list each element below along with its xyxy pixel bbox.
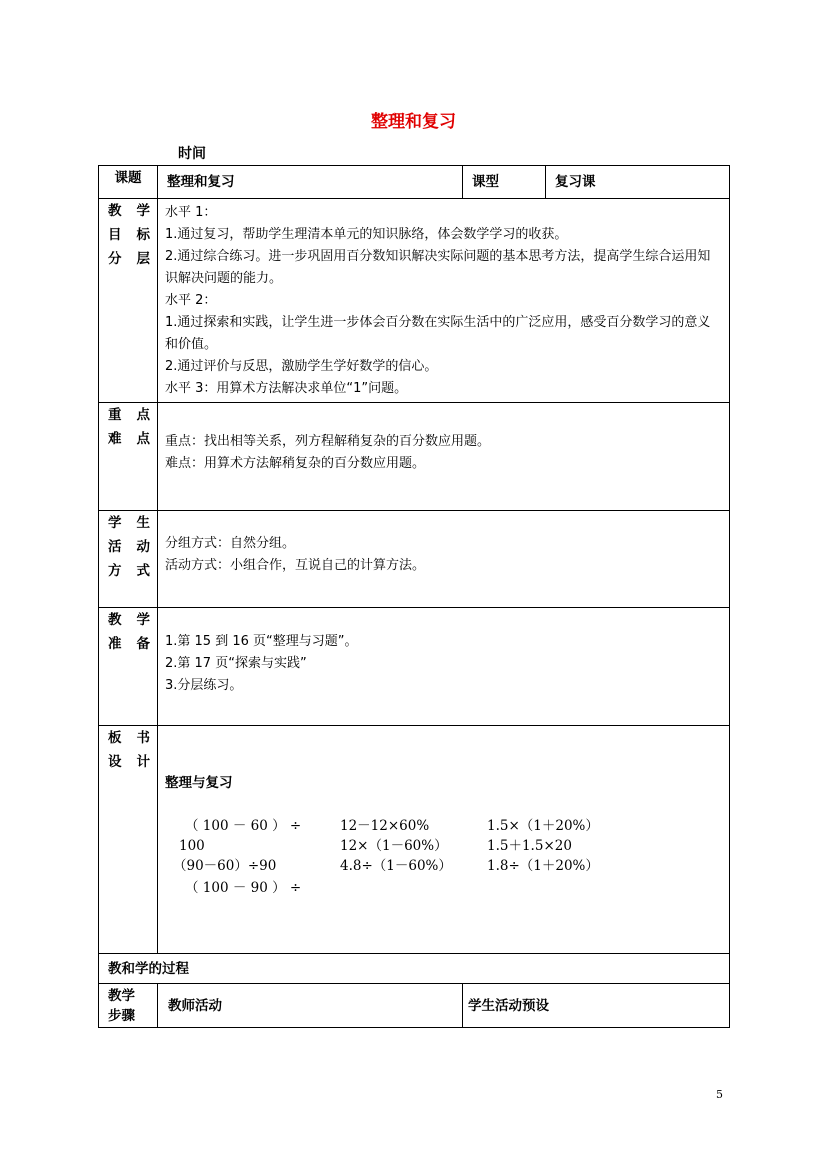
topic-label-cell [99,166,158,199]
process-label: 教和学的过程 [108,960,189,977]
board-label-cell [99,726,158,954]
board-label-char: 书 [136,730,151,746]
board-heading: 整理与复习 [165,775,233,791]
goals-label-char: 目 [108,227,127,243]
goals-line: 水平 3：用算术方法解决求单位“1”问题。 [165,381,408,396]
prep-line: 3.分层练习。 [165,677,243,693]
goals-line: 水平 1： [165,205,217,220]
topic-value: 整理和复习 [167,174,235,190]
lesson-plan-table [98,165,730,1028]
activity-label-char: 动 [136,539,151,555]
key-points-label-line: 难点 [108,431,150,447]
step-label-cell [99,984,158,1028]
topic-label: 课题 [114,170,142,186]
board-formula: 12×（1－60%） [340,838,448,854]
goals-content-cell [158,199,730,403]
page-number: 5 [716,1088,723,1101]
board-formula: 1.8÷（1＋20%） [487,858,599,874]
board-content-cell [158,726,730,954]
teacher-activity-cell [158,984,463,1028]
time-label: 时间 [178,146,206,162]
board-formula: 4.8÷（1－60%） [340,858,452,874]
type-label-cell [463,166,546,199]
key-points-label-cell [99,403,158,511]
process-row [99,954,730,984]
key-points-content-cell [158,403,730,511]
student-activity-label: 学生活动预设 [468,997,549,1014]
type-label: 课型 [472,174,499,190]
prep-label-cell [99,608,158,726]
type-value-cell [546,166,730,199]
prep-row [99,608,730,726]
process-label-cell [99,954,730,984]
topic-value-cell [158,166,463,199]
activity-content-cell [158,511,730,608]
type-value: 复习课 [555,174,596,190]
board-formula: 1.5×（1＋20%） [487,818,599,834]
board-row [99,726,730,954]
prep-label-char: 教 [108,612,127,628]
key-point-line: 重点：找出相等关系，列方程解稍复杂的百分数应用题。 [165,433,491,449]
prep-label-char: 学 [136,612,151,628]
activity-label-char: 活 [108,539,127,555]
key-points-label-char: 重 [108,407,127,423]
goals-label-char: 标 [136,227,151,243]
board-formula: （90－60）÷90 [173,858,277,874]
board-formula: （ 100 － 60 ） ÷ [185,818,302,834]
activity-label-line: 方式 [108,563,150,579]
goals-line: 1.通过复习，帮助学生理清本单元的知识脉络，体会数学学习的收获。 [165,227,568,242]
prep-line: 1.第 15 到 16 页“整理与习题”。 [165,633,358,649]
steps-header-row [99,984,730,1028]
goals-line: 2.通过评价与反思，激励学生学好数学的信心。 [165,359,438,374]
step-label-line: 教学 [108,988,135,1004]
goals-line: 水平 2： [165,293,217,308]
key-points-row [99,403,730,511]
board-formula: 1.5＋1.5×20 [487,838,572,854]
header-row [99,166,730,199]
goals-label-char: 学 [136,203,151,219]
prep-label-line: 准备 [108,636,150,652]
goals-label-line: 分层 [108,251,150,267]
key-point-line: 难点：用算术方法解稍复杂的百分数应用题。 [165,455,426,471]
board-formula: 100 [179,838,205,854]
goals-label-char: 教 [108,203,127,219]
activity-label-char: 生 [136,515,151,531]
board-formula: 12－12×60% [340,818,430,834]
activity-label-cell [99,511,158,608]
board-label-char: 板 [108,730,127,746]
prep-line: 2.第 17 页“探索与实践” [165,655,307,671]
step-label-line: 步骤 [108,1008,135,1024]
goals-label-cell [99,199,158,403]
teacher-activity-label: 教师活动 [168,997,222,1014]
activity-line: 分组方式：自然分组。 [165,536,296,551]
board-formulas [165,816,723,924]
activity-row [99,511,730,608]
activity-label-char: 学 [108,515,127,531]
prep-content-cell [158,608,730,726]
page-title: 整理和复习 [371,112,456,132]
board-formula: （ 100 － 90 ） ÷ [185,880,302,896]
board-label-line: 设计 [108,754,150,770]
goals-line: 2.通过综合练习。进一步巩固用百分数知识解决实际问题的基本思考方法，提高学生综合运用知识解决问题的能力。 [165,249,711,286]
goals-line: 1.通过探索和实践，让学生进一步体会百分数在实际生活中的广泛应用，感受百分数学习的意义和价值。 [165,315,711,352]
key-points-label-char: 点 [136,407,151,423]
student-activity-cell [463,984,730,1028]
activity-line: 活动方式：小组合作，互说自己的计算方法。 [165,558,426,573]
goals-row [99,199,730,403]
